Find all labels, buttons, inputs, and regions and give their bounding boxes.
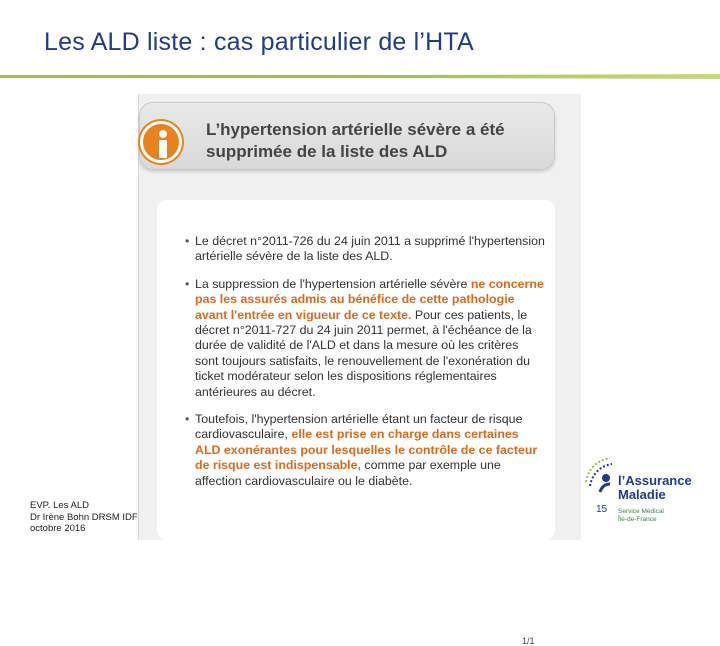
document-card — [157, 200, 555, 646]
assurance-maladie-logo — [580, 452, 690, 532]
logo-sub-line-1: Service Médical — [618, 508, 664, 515]
footer — [30, 500, 138, 535]
banner-title: L’hypertension artérielle sévère a été supprimée de la liste des ALD — [206, 120, 505, 161]
bullet-list — [185, 234, 545, 501]
logo-name — [618, 474, 692, 502]
footer-line-3: octobre 2016 — [30, 523, 86, 534]
logo-sub-line-2: Île-de-France — [618, 515, 657, 523]
logo-subtitle — [618, 508, 664, 523]
bullet-item — [185, 412, 545, 489]
title-divider-fade — [380, 74, 720, 79]
document-page-label: 1/1 — [522, 636, 535, 646]
logo-name-line-2: Maladie — [618, 487, 666, 502]
bullet-highlight-text: elle est prise en charge dans certaines ALD exonérantes pour lesquelles le contrôle de ce facteur de risque est indispensable, — [195, 427, 538, 473]
footer-line-2: Dr Irène Bohn DRSM IDF — [30, 511, 138, 523]
bullet-text: La suppression de l'hypertension artérielle sévère — [195, 276, 471, 291]
footer-line-1: EVP. Les ALD — [30, 500, 89, 511]
logo-name-line-1: l’Assurance — [618, 473, 692, 488]
bullet-item — [185, 277, 545, 400]
bullet-highlight-text: ne concerne pas les assurés admis au bénéfice de cette pathologie avant l'entrée en vigueur de ce texte. — [195, 276, 544, 322]
title-divider — [0, 70, 720, 84]
bullet-item — [185, 234, 545, 265]
info-icon — [140, 121, 182, 163]
info-icon-dot — [159, 130, 167, 138]
slide-title: Les ALD liste : cas particulier de l’HTA — [44, 28, 474, 56]
bullet-text: Pour ces patients, le décret n°2011-727 du 24 juin 2011 permet, à l'échéance de la durée de validité de l'ALD et dans la mesure où les critères sont toujours satisfaits, le renouvellement de l'exonération du ticket modérateur selon les dispositions réglementaires antérieures au décret. — [195, 307, 532, 399]
bullet-text: Toutefois, l'hypertension artérielle étant un facteur de risque cardiovasculaire, — [195, 412, 523, 442]
info-icon-bar — [159, 140, 167, 158]
bullet-text: Le décret n°2011-726 du 24 juin 2011 a supprimé l'hypertension artérielle sévère de la liste des ALD. — [195, 234, 545, 264]
slide-number: 15 — [596, 504, 608, 515]
document-banner — [139, 102, 555, 170]
document-image — [138, 94, 581, 646]
logo-emblem-icon — [580, 452, 618, 494]
bullet-text: comme par exemple une affection cardiovasculaire ou le diabète. — [195, 458, 501, 488]
